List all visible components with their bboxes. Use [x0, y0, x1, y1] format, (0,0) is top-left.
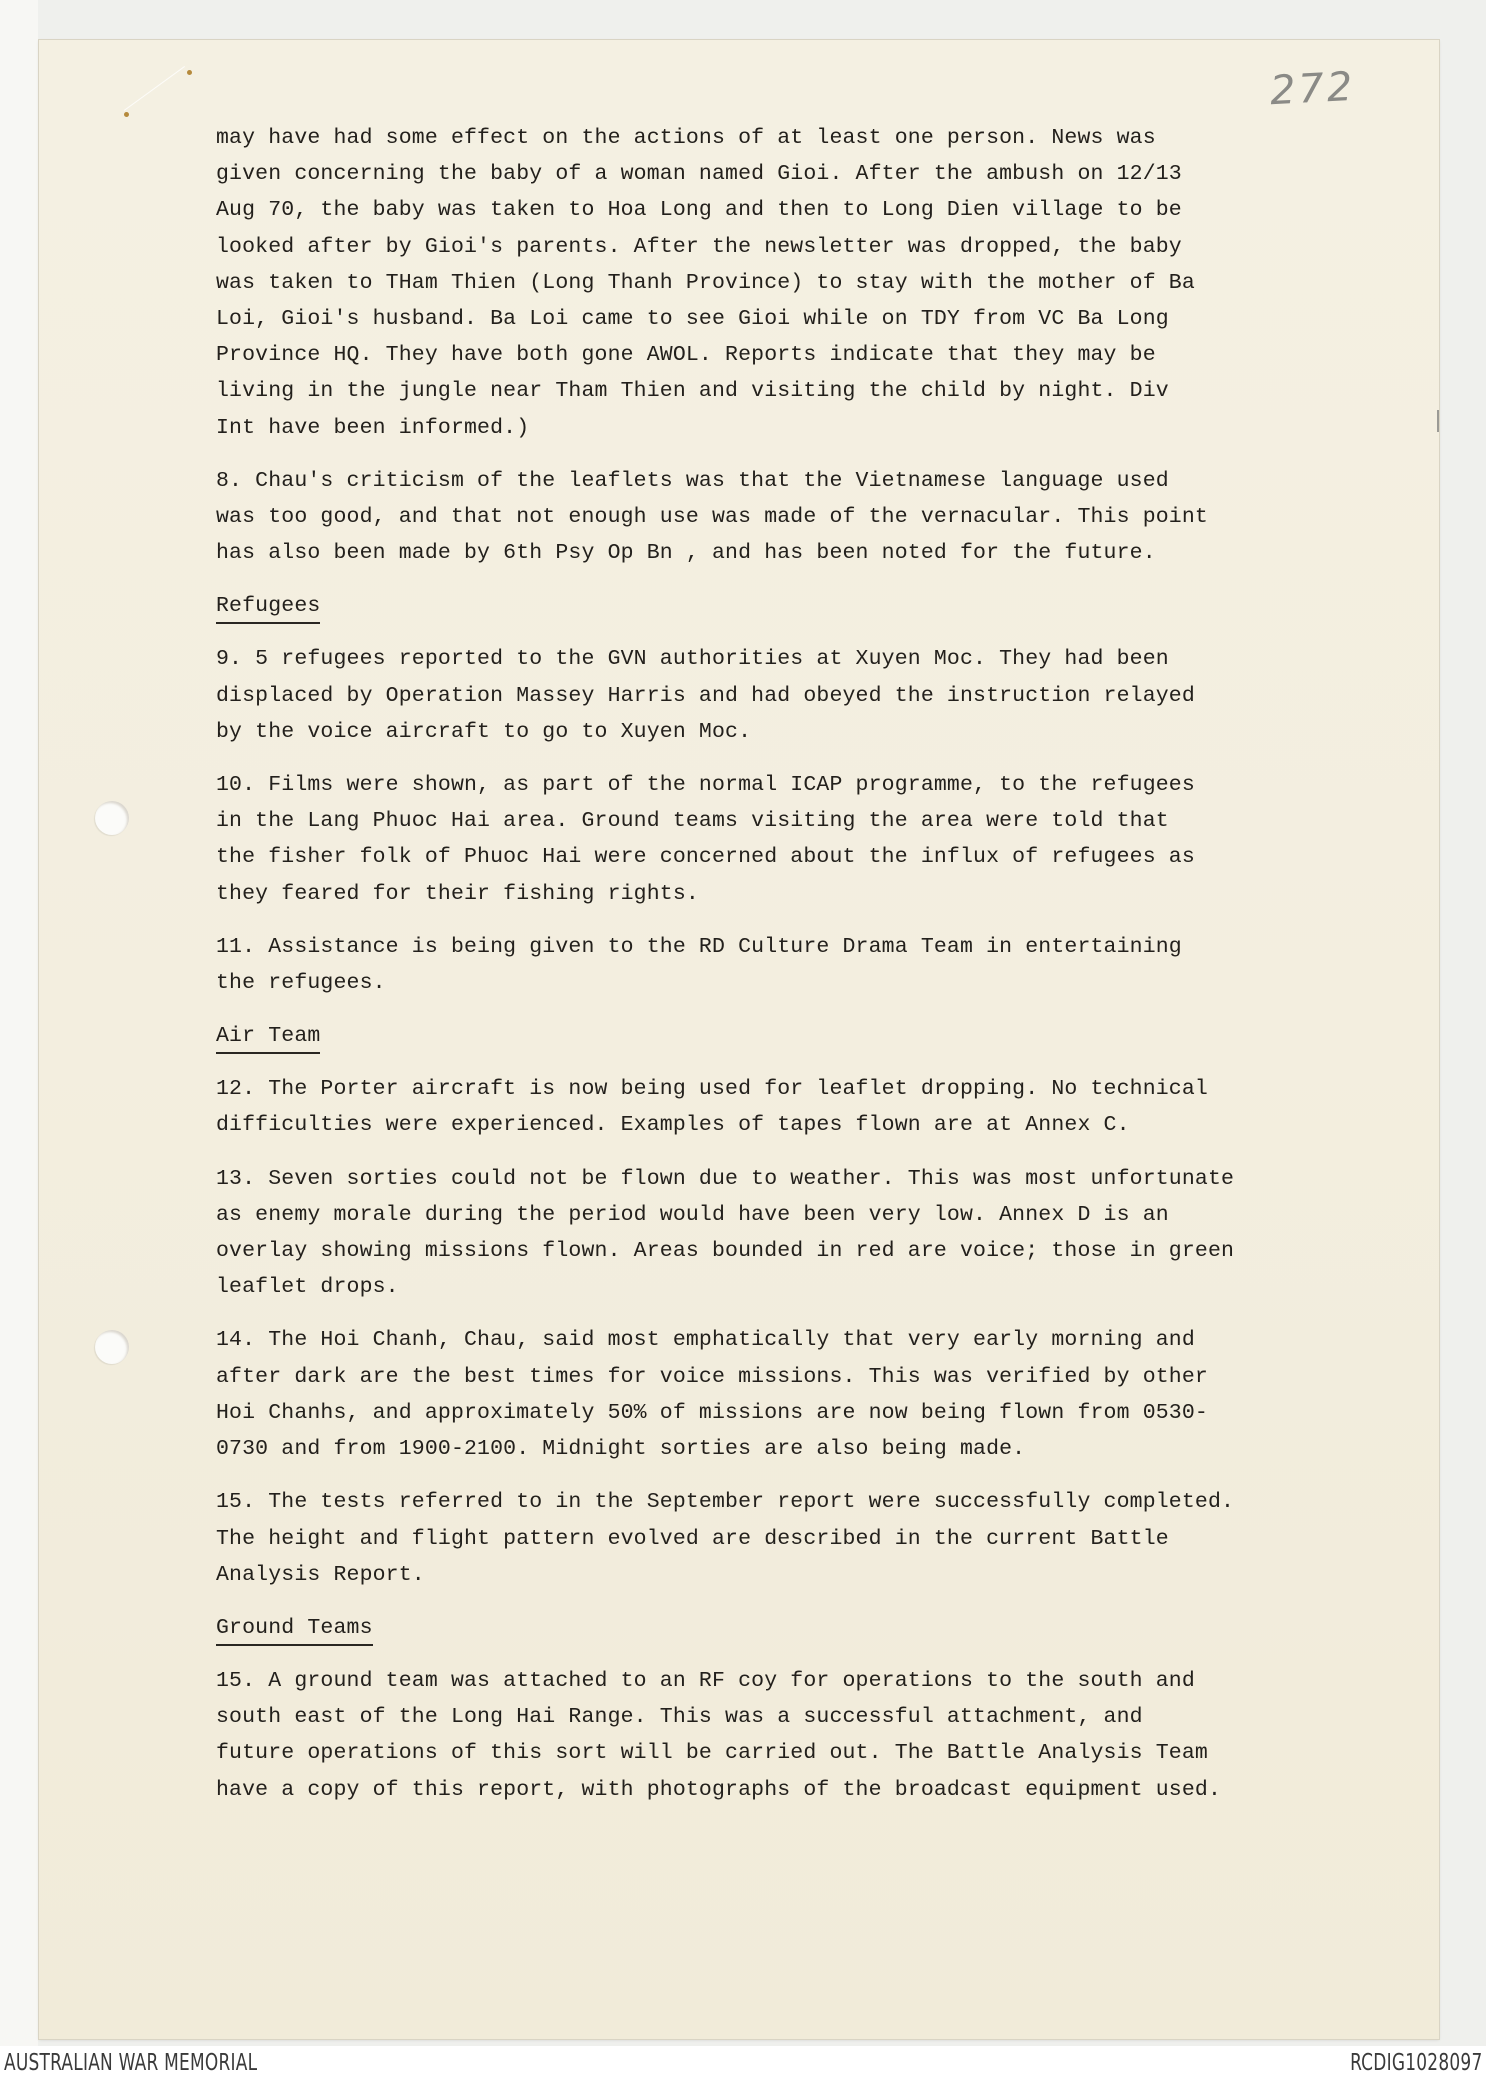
section-air-team [216, 1018, 1346, 1593]
paragraph-10: 10. Films were shown, as part of the normal ICAP programme, to the refugees in the Lang Phuoc Hai area. Ground teams visiting the area were told that the fisher folk of Phuoc Hai were concerned about the influx of refugees as they feared for their fishing rights. [216, 773, 1195, 906]
paragraph-15-ground: 15. A ground team was attached to an RF coy for operations to the south and south east of the Long Hai Range. This was a successful attachment, and future operations of this sort will be carried out. The Battle Analysis Team have a copy of this report, with photographs of the broadcast equipment used. [216, 1668, 1222, 1802]
staple-hole [124, 112, 129, 117]
paragraph-15: 15. The tests referred to in the September report were successfully completed. The height and flight pattern evolved are described in the current Battle Analysis Report. [216, 1490, 1235, 1587]
section-refugees [216, 588, 1346, 1001]
section-heading: Ground Teams [216, 1614, 373, 1646]
punch-hole-upper [95, 801, 129, 835]
handwritten-page-number: 272 [1268, 63, 1357, 115]
staple-hole [187, 70, 192, 75]
margin-mark [1437, 410, 1439, 432]
document-body [216, 120, 1346, 1825]
section-heading: Air Team [216, 1022, 320, 1054]
paragraph-continued: may have had some effect on the actions of at least one person. News was given concerning the baby of a woman named Gioi. After the ambush on 12/13 Aug 70, the baby was taken to Hoa Long and then to Long Dien village to be looked after by Gioi's parents. After the newsletter was dropped, the baby was taken to THam Thien (Long Thanh Province) to stay with the mother of Ba Loi, Gioi's husband. Ba Loi came to see Gioi while on TDY from VC Ba Long Province HQ. They have both gone AWOL. Reports indicate that they may be living in the jungle near Tham Thien and visiting the child by night. Div Int have been informed.) [216, 126, 1195, 440]
institution-label: AUSTRALIAN WAR MEMORIAL [4, 2050, 258, 2076]
record-id: RCDIG1028097 [1349, 2050, 1482, 2076]
paragraph-12: 12. The Porter aircraft is now being used for leaflet dropping. No technical difficulties were experienced. Examples of tapes flown are at Annex C. [216, 1077, 1208, 1138]
archive-caption-bar [0, 2047, 1486, 2081]
section-heading: Refugees [216, 592, 320, 624]
paragraph-11: 11. Assistance is being given to the RD Culture Drama Team in entertaining the refugees. [216, 934, 1182, 996]
section-ground-teams [216, 1610, 1346, 1808]
paragraph-9: 9. 5 refugees reported to the GVN authorities at Xuyen Moc. They had been displaced by Operation Massey Harris and had obeyed the instruction relayed by the voice aircraft to go to Xuyen Moc. [216, 647, 1195, 744]
paragraph-8: 8. Chau's criticism of the leaflets was that the Vietnamese language used was too good, and that not enough use was made of the vernacular. This point has also been made by 6th Psy Op Bn , and has been noted for the future. [216, 468, 1208, 566]
scanner-edge [0, 0, 38, 2046]
punch-hole-lower [95, 1330, 129, 1364]
paragraph-14: 14. The Hoi Chanh, Chau, said most emphatically that very early morning and after dark are the best times for voice missions. This was verified by other Hoi Chanhs, and approximately 50% of missions are now being flown from 0530- 0730 and from 1900-2100. Midnight sorties are also being made. [216, 1328, 1208, 1462]
staple-mark [124, 66, 185, 111]
paragraph-13: 13. Seven sorties could not be flown due to weather. This was most unfortunate as enemy morale during the period would have been very low. Annex D is an overlay showing missions flown. Areas bounded in red are voice; those in green leaflet drops. [216, 1166, 1235, 1300]
